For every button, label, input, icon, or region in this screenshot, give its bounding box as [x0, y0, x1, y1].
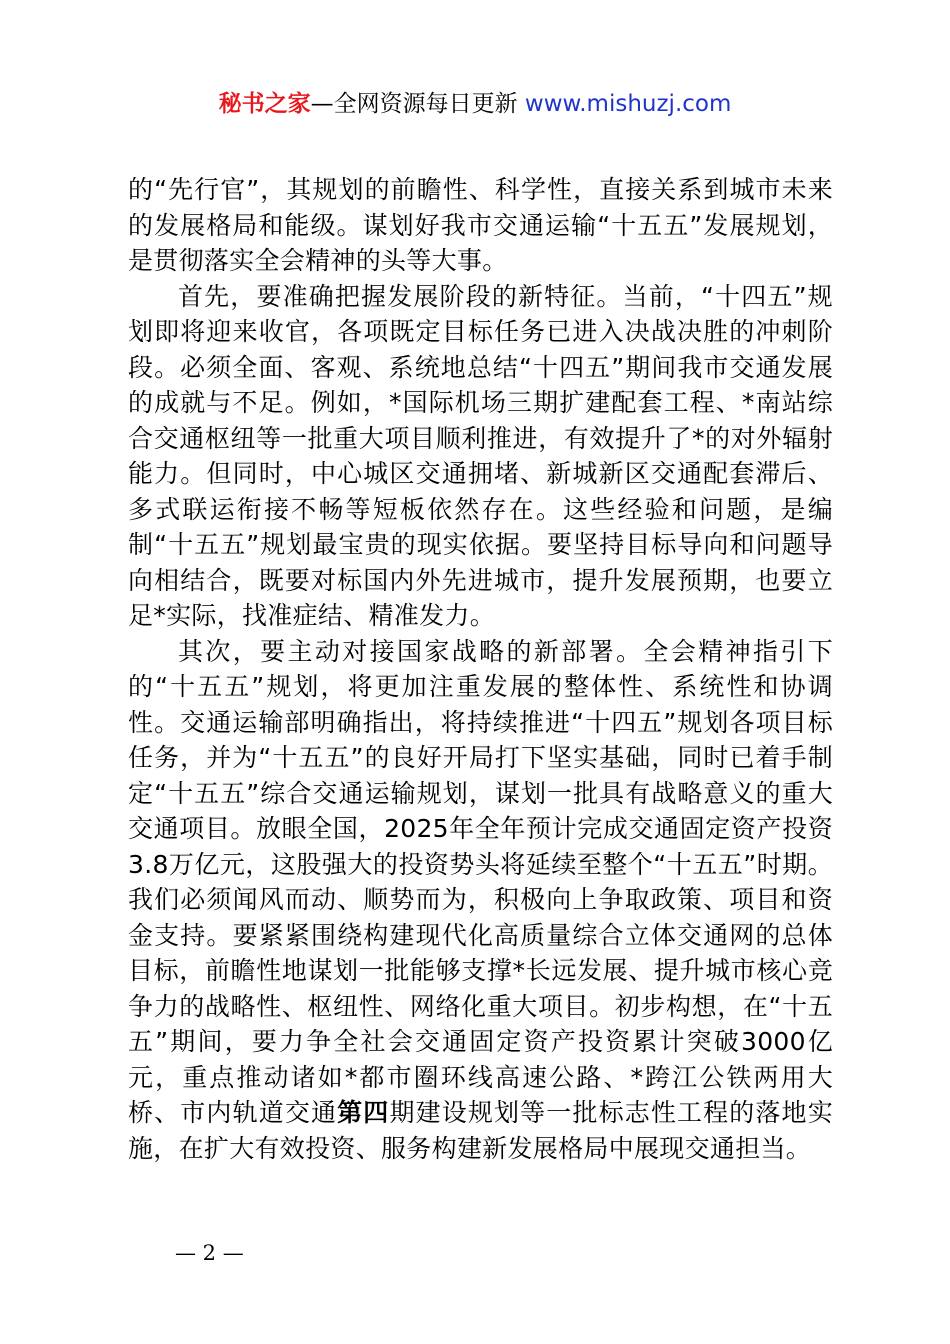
- bold-emphasis: 第四: [337, 1098, 390, 1127]
- paragraph-first-point: 首先，要准确把握发展阶段的新特征。当前，“十四五”规划即将迎来收官，各项既定目标任务已进入决战决胜的冲刺阶段。必须全面、客观、系统地总结“十四五”期间我市交通发展的成就与不足。例如，*国际机场三期扩建配套工程、*南站综合交通枢纽等一批重大项目顺利推进，有效提升了*的对外辐射能力。但同时，中心城区交通拥堵、新城新区交通配套滞后、多式联运衔接不畅等短板依然存在。这些经验和问题，是编制“十五五”规划最宝贵的现实依据。要坚持目标导向和问题导向相结合，既要对标国内外先进城市，提升发展预期，也要立足*实际，找准症结、精准发力。: [128, 281, 833, 630]
- page-header: [0, 86, 950, 122]
- paragraph-second-point-text-after: 期建设规划等一批标志性工程的落地实施，在扩大有效投资、服务构建新发展格局中展现交通担当。: [128, 1098, 834, 1163]
- header-url-link[interactable]: www.mishuzj.com: [524, 91, 732, 117]
- header-brand: 秘书之家: [218, 91, 311, 117]
- paragraph-second-point: [128, 634, 833, 1167]
- paragraph-continuation: 的“先行官”，其规划的前瞻性、科学性，直接关系到城市未来的发展格局和能级。谋划好我市交通运输“十五五”发展规划，是贯彻落实全会精神的头等大事。: [128, 175, 833, 275]
- paragraph-second-point-text: 其次，要主动对接国家战略的新部署。全会精神指引下的“十五五”规划，将更加注重发展的整体性、系统性和协调性。交通运输部明确指出，将持续推进“十四五”规划各项目标任务，并为“十五五”的良好开局打下坚实基础，同时已着手制定“十五五”综合交通运输规划，谋划一批具有战略意义的重大交通项目。放眼全国，2025年全年预计完成交通固定资产投资3.8万亿元，这股强大的投资势头将延续至整个“十五五”时期。我们必须闻风而动、顺势而为，积极向上争取政策、项目和资金支持。要紧紧围绕构建现代化高质量综合立体交通网的总体目标，前瞻性地谋划一批能够支撑*长远发展、提升城市核心竞争力的战略性、枢纽性、网络化重大项目。初步构想，在“十五五”期间，要力争全社会交通固定资产投资累计突破3000亿元，重点推动诸如*都市圈环线高速公路、*跨江公铁两用大桥、市内轨道交通: [128, 636, 833, 1127]
- document-body: [128, 172, 833, 1166]
- header-slogan: —全网资源每日更新: [310, 91, 525, 117]
- page-number: — 2 —: [175, 1241, 244, 1265]
